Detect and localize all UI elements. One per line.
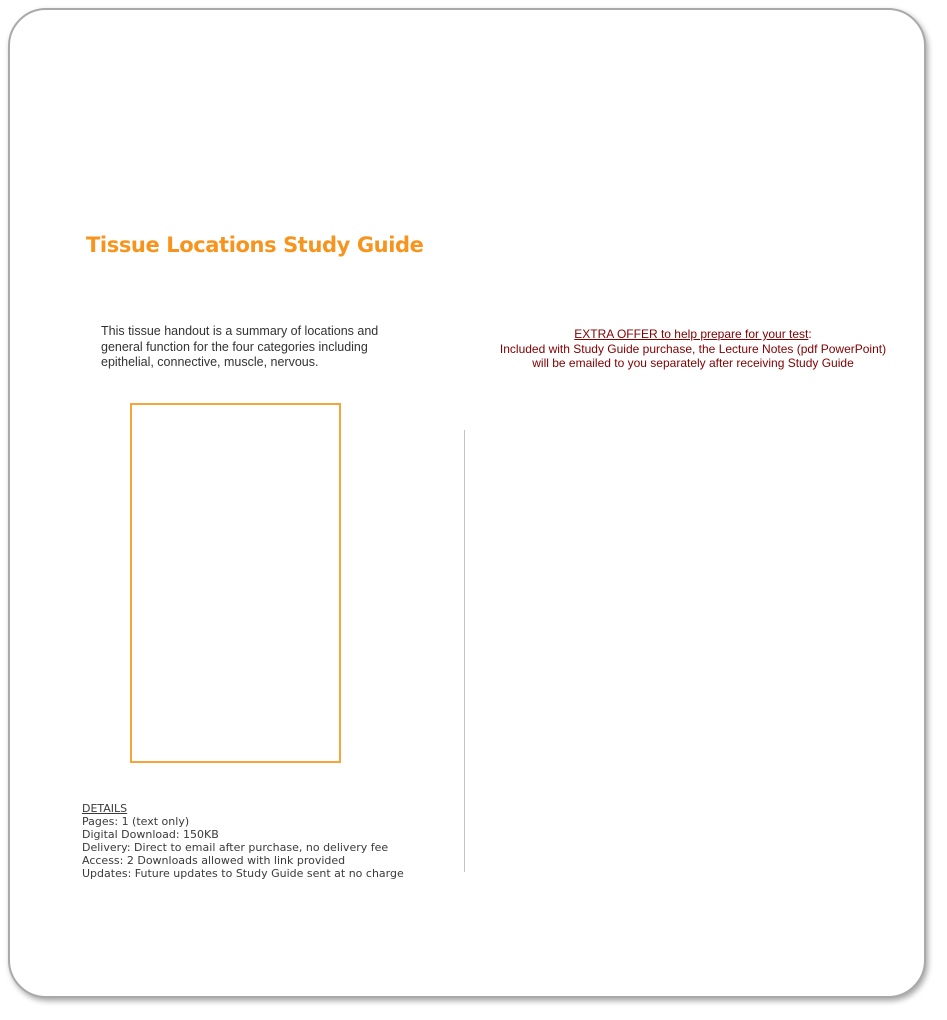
product-summary: This tissue handout is a summary of locations and general function for the four categories including epithelial, connective, muscle, nervous. [101,324,379,369]
extra-offer-line-1: Included with Study Guide purchase, the Lecture Notes (pdf PowerPoint) [499,341,887,356]
details-item-delivery: Delivery: Direct to email after purchase, no delivery fee [82,841,389,854]
details-item-updates: Updates: Future updates to Study Guide sent at no charge [82,867,404,880]
page-title: Tissue Locations Study Guide [86,233,424,257]
extra-offer-link[interactable]: EXTRA OFFER to help prepare for your test [574,327,809,341]
details-section [82,802,404,880]
product-image-placeholder [130,403,341,763]
extra-offer-line-2: will be emailed to you separately after receiving Study Guide [532,356,854,370]
column-divider [464,430,465,872]
details-item-pages: Pages: 1 (text only) [82,815,190,828]
details-heading: DETAILS [82,802,128,815]
details-item-access: Access: 2 Downloads allowed with link provided [82,854,346,867]
extra-offer [486,327,900,371]
extra-offer-colon: : [808,327,812,341]
details-item-download: Digital Download: 150KB [82,828,219,841]
